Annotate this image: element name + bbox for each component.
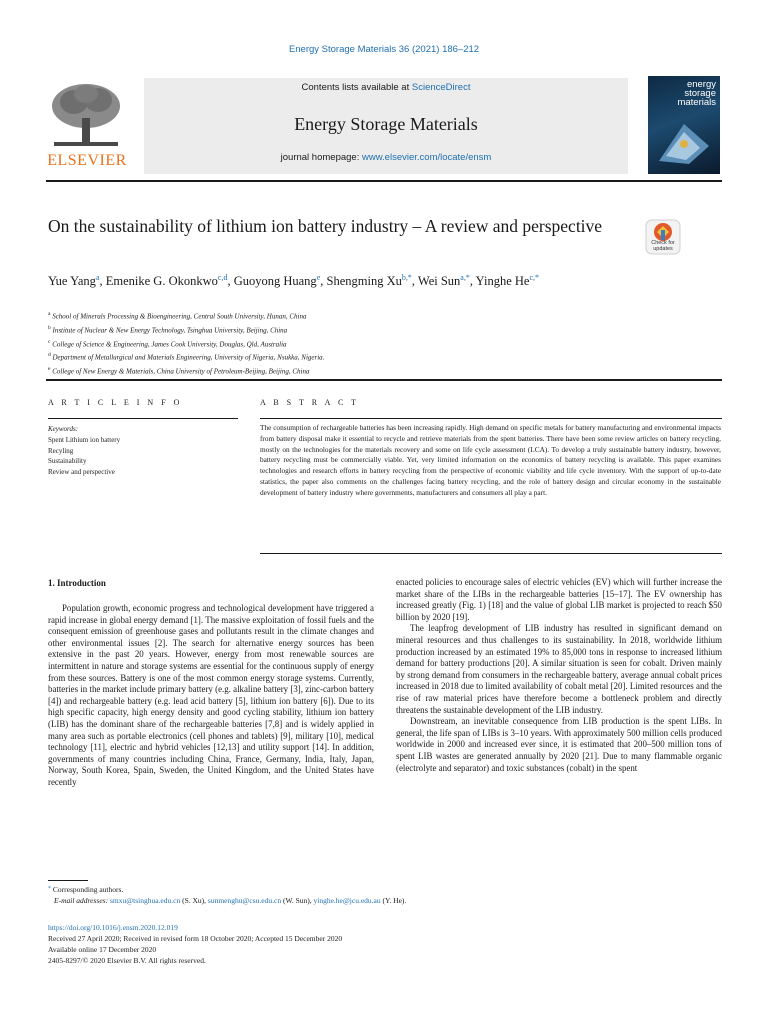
header-rule: [46, 180, 722, 182]
abstract-text: The consumption of rechargeable batteries has been increasing rapidly. High demand on specific metals for battery manufacturing and environmental impacts from battery disposal make it essential to recycle and retrieve materials from the spent batteries. There have been some review articles on battery recycling, mostly on the technologies for the materials recovery and some on life cycle assessment (LCA). To develop a truly sustainable battery industry, however, battery recycling must be commercially viable. Yet, very limited information on the economics of battery recycling is available. This paper examines technologies and research efforts in battery recycling from the perspective of economic viability and life cycle inventory. With the support of up-to-date statistics, the paper also comments on the challenges facing battery recycling, and the role of battery design and circular economy in the sustainable development of battery industry where governments, manufacturers and consumers all play a part.: [260, 423, 721, 497]
affiliation-list: [48, 309, 548, 378]
author-affiliation-marker[interactable]: a,*: [460, 273, 470, 282]
abstract-heading: A B S T R A C T: [260, 398, 360, 407]
email-link[interactable]: sunmenghu@csu.edu.cn: [207, 896, 282, 905]
body-paragraph: Downstream, an inevitable consequence from LIB production is the spent LIBs. In general, the life span of LIBs is 3–10 years. With approximately 500 million cells produced worldwide in 2000 and increased ever since, it is estimated that 200–500 million tons of spent LIB wastes are generated annually by 2020 [21]. Due to many flammable organic (electrolyte and separator) and toxic substances (cobalt) in the spent: [396, 716, 722, 773]
homepage-line: [144, 152, 628, 163]
affiliation: $^b$ Institute of Nuclear & New Energy Technology, Tsinghua University, Beijing, China: [48, 324, 288, 335]
affiliation: $^a$ School of Minerals Processing & Bioengineering, Central South University, Hunan, China: [48, 311, 307, 321]
keywords-block: [48, 424, 218, 478]
abstract-rule-top: [260, 418, 722, 419]
body-paragraph: The leapfrog development of LIB industry has resulted in significant demand on mineral resources and thus challenges to its sustainability. In 2018, worldwide lithium production increased by an estimated 19% to 85,000 tons in response to increased lithium demand for battery productions [20]. A similar situation is seen for cobalt. Driven mainly by strong demand from consumers in the rechargeable battery, average annual cobalt prices increased in 2018 due to limited availability of cobalt metal [20]. Limited resources and the rise of raw material prices have therefore become a bottleneck problem and directly threatens the sustainable development of the LIB industry.: [396, 623, 722, 715]
author-affiliation-marker[interactable]: a: [95, 273, 100, 282]
contents-prefix: Contents lists available at: [301, 82, 412, 93]
footnote-rule: [48, 880, 88, 881]
keywords-label: Keywords:: [48, 425, 79, 433]
author-list: Yue Yang$^a$, Emenike G. Okonkwo$^{c,d}$, Guoyong Huang$^e$, Shengming $Xu^{b,*}$, Wei Sun$^{a,*}$, Yinghe $He^{c,*}$: [48, 273, 540, 289]
homepage-prefix: journal homepage:: [280, 152, 362, 163]
author-affiliation-marker[interactable]: c,*: [529, 273, 540, 282]
body-left-column: [48, 603, 374, 789]
author-affiliation-marker[interactable]: c,d: [217, 273, 228, 282]
email-label: E-mail addresses:: [54, 896, 110, 905]
keyword: Sustainability: [48, 457, 87, 466]
cover-title: energy storage materials: [677, 79, 716, 108]
article-info-heading: A R T I C L E I N F O: [48, 398, 183, 407]
affiliation: $^d$ Department of Metallurgical and Materials Engineering, University of Nigeria, Nsukka, Nigeria.: [48, 352, 325, 362]
available-date: Available online 17 December 2020: [48, 945, 157, 954]
homepage-link[interactable]: www.elsevier.com/locate/ensm: [361, 152, 492, 163]
contents-line: [144, 82, 628, 93]
author-affiliation-marker[interactable]: e: [316, 273, 321, 282]
author-name[interactable]: Yue Yang: [48, 274, 96, 289]
body-paragraph: Population growth, economic progress and technological development have triggered a rapid increase in global energy demand [1]. The massive exploitation of fossil fuels and the consequent emission of greenhouse gases and pollutants result in the climate changes and other environmental issues [2]. The search for alternative energy sources has been extensive in the past 20 years. However, energy from most renewable sources are intermittent in nature and storage systems are essential for the continuous supply of energy from these sources. Battery is one of the most common energy storage systems. Currently, batteries in the market include primary battery (e.g. alkaline battery [3], zinc-carbon battery [4]) and rechargeable battery (e.g. lead acid battery [5], lithium ion battery [6]). Due to its high specific capacity, high energy density and good cycling stability, lithium ion battery (LIB) has the dominant share of the rechargeable batteries [7,8] and is widely applied in many area such as portable electronics (cell phones and tablets) [9], military [10], medical technology [11], electric and hybrid vehicles [12,13] and utility support [14]. In addition, governments of many countries including China, France, Germany, India, Italy, Japan, Norway, South Korea, Spain, Sweden, the United Kingdom, and the United States have recently: [48, 603, 374, 787]
publication-info: [48, 922, 728, 966]
email-line: E-mail addresses: smxu@tsinghua.edu.cn (S. Xu), sunmenghu@csu.edu.cn (W. Sun), yinghe.he@jcu.edu.au (Y. He).: [54, 896, 407, 905]
author-affiliation-marker[interactable]: b,*: [401, 273, 412, 282]
email-link[interactable]: yinghe.he@jcu.edu.au: [313, 896, 381, 905]
email-link[interactable]: smxu@tsinghua.edu.cn: [109, 896, 181, 905]
article-info-rule: [48, 418, 238, 419]
authors-rule: [46, 379, 722, 381]
affiliation: $^e$ College of New Energy & Materials, China University of Petroleum-Beijing, Beijing, China: [48, 366, 310, 376]
author-name[interactable]: Shengming Xu: [326, 274, 402, 289]
affiliation: $^c$ College of Science & Engineering, James Cook University, Douglas, Qld, Australia: [48, 338, 287, 348]
keyword: Review and perspective: [48, 468, 115, 477]
abstract-rule-bottom: [260, 553, 722, 554]
copyright: 2405-8297/© 2020 Elsevier B.V. All rights reserved.: [48, 956, 206, 965]
author-name[interactable]: Yinghe He: [475, 274, 530, 289]
journal-title: Energy Storage Materials: [294, 114, 478, 134]
body-right-column: [396, 577, 722, 774]
corresponding-note: * Corresponding authors.: [48, 885, 124, 894]
author-name[interactable]: Wei Sun: [417, 274, 461, 289]
keywords-list: [48, 435, 218, 478]
section-heading-introduction: 1. Introduction: [48, 578, 106, 588]
crossmark-icon[interactable]: [644, 218, 682, 258]
footnotes: [48, 884, 728, 906]
received-dates: Received 27 April 2020; Received in revised form 18 October 2020; Accepted 15 December 2020: [48, 934, 343, 943]
body-paragraph: enacted policies to encourage sales of electric vehicles (EV) which will further increase the market share of the LIBs in the rechargeable batteries [15–17]. The EV ownership has increased greatly (Fig. 1) [18] and the value of global LIB market is projected to reach $50 billion by 2020 [19].: [396, 577, 722, 622]
keyword: Spent Lithium ion battery: [48, 435, 121, 444]
cover-artwork: [654, 116, 714, 166]
sciencedirect-link[interactable]: ScienceDirect: [411, 82, 471, 93]
journal-cover-thumbnail[interactable]: [648, 76, 720, 174]
crossmark-label[interactable]: Check for updates: [651, 240, 675, 252]
article-title: On the sustainability of lithium ion battery industry – A review and perspective: [48, 216, 603, 236]
doi-link[interactable]: https://doi.org/10.1016/j.ensm.2020.12.019: [48, 923, 178, 932]
keyword: Recyling: [48, 446, 74, 455]
author-name[interactable]: Guoyong Huang: [233, 274, 317, 289]
publisher-name: ELSEVIER: [47, 152, 127, 169]
author-name[interactable]: Emenike G. Okonkwo: [105, 274, 218, 289]
journal-citation[interactable]: Energy Storage Materials 36 (2021) 186–212: [288, 44, 480, 55]
